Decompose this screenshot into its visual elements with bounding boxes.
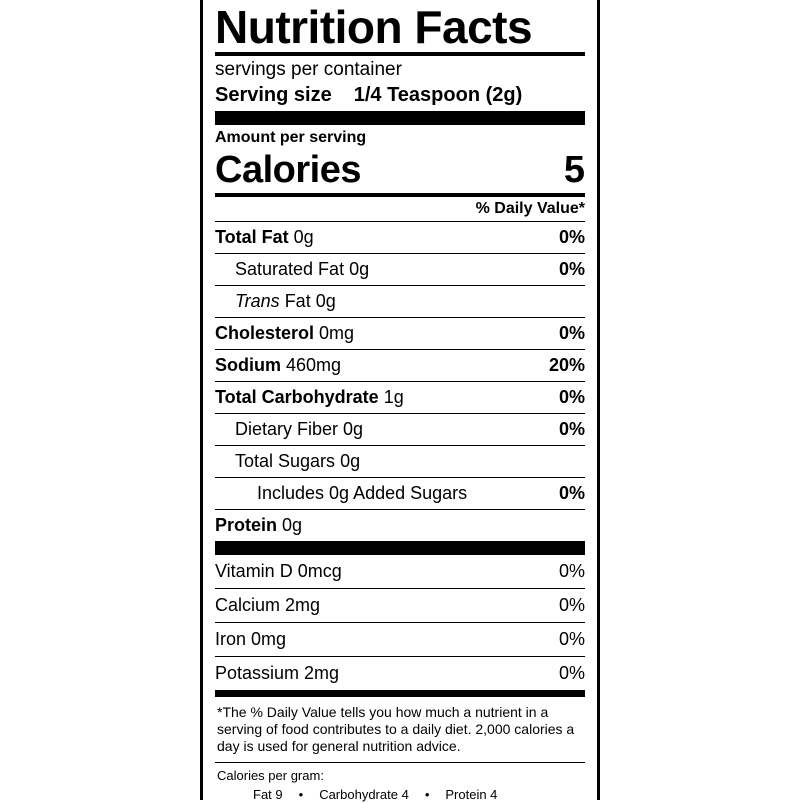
nutrient-name	[235, 419, 363, 440]
nutrient-amount: 0g	[335, 451, 361, 471]
heavy-divider-top	[215, 111, 585, 125]
serving-size-label: Serving size	[215, 84, 332, 106]
nutrient-name-text: Saturated Fat	[235, 259, 345, 279]
nutrient-row	[215, 382, 585, 413]
daily-value-footnote: *The % Daily Value tells you how much a nutrient in a serving of food contributes to a daily diet. 2,000 calories a day is used for general nutrition advice.	[217, 704, 575, 754]
nutrient-name-text: Trans	[235, 291, 280, 311]
nutrient-percent: 0%	[558, 259, 585, 279]
nutrient-amount: 460mg	[281, 355, 342, 375]
footnote-divider	[215, 690, 585, 697]
nutrient-name	[235, 451, 360, 472]
vitamin-row	[215, 623, 585, 656]
nutrient-name	[235, 259, 369, 280]
nutrient-row	[215, 254, 585, 285]
vitamin-row	[215, 657, 585, 690]
nutrient-amount: 0g	[288, 227, 314, 247]
nutrient-name-text: Protein	[215, 515, 278, 535]
nutrient-name	[215, 387, 404, 408]
calories-label: Calories	[215, 149, 361, 191]
vitamin-name: Calcium 2mg	[215, 595, 321, 615]
vitamin-name: Iron 0mg	[215, 629, 287, 649]
nutrient-name	[257, 483, 467, 504]
nutrition-facts-panel	[200, 0, 600, 800]
nutrient-amount: 0g	[277, 515, 303, 535]
nutrient-list	[215, 222, 585, 541]
nutrient-row	[215, 414, 585, 445]
nutrient-row	[215, 318, 585, 349]
calories-per-gram-label: Calories per gram:	[217, 768, 324, 783]
nutrient-percent: 0%	[558, 323, 585, 343]
nutrient-name	[215, 227, 314, 248]
calories-per-gram-values	[215, 786, 585, 803]
vitamin-row	[215, 589, 585, 622]
nutrient-percent: 0%	[558, 419, 585, 439]
calories-per-gram-item: Protein 4	[445, 787, 498, 802]
serving-size-value: 1/4 Teaspoon (2g)	[353, 84, 523, 106]
nutrient-name-text: Cholesterol	[215, 323, 315, 343]
nutrient-row	[215, 222, 585, 253]
calories-per-gram-item: Carbohydrate 4	[319, 787, 409, 802]
vitamin-percent: 0%	[558, 595, 585, 615]
serving-size-row	[215, 82, 585, 111]
bullet-separator-icon: •	[298, 787, 304, 802]
vitamin-percent: 0%	[558, 663, 585, 683]
nutrient-name-text: Includes 0g Added Sugars	[257, 483, 468, 503]
nutrient-name-text: Total Sugars	[235, 451, 336, 471]
vitamin-name: Vitamin D 0mcg	[215, 561, 342, 581]
nutrient-name	[235, 291, 336, 312]
calories-per-gram-item: Fat 9	[253, 787, 283, 802]
heavy-divider-bottom	[215, 541, 585, 555]
nutrient-amount: 0g	[338, 419, 364, 439]
nutrient-name	[215, 515, 302, 536]
nutrient-name	[215, 323, 354, 344]
vitamin-percent: 0%	[558, 561, 585, 581]
calories-value: 5	[563, 149, 585, 191]
nutrient-row	[215, 446, 585, 477]
nutrient-amount: 1g	[378, 387, 404, 407]
vitamin-percent: 0%	[558, 629, 585, 649]
nutrient-amount: 0g	[344, 259, 370, 279]
nutrient-percent: 0%	[558, 227, 585, 247]
nutrient-amount: Fat 0g	[279, 291, 336, 311]
nutrient-name-text: Total Fat	[215, 227, 289, 247]
nutrient-percent: 0%	[558, 387, 585, 407]
nutrient-row	[215, 350, 585, 381]
nutrient-name-text: Dietary Fiber	[235, 419, 339, 439]
nutrient-row	[215, 510, 585, 541]
daily-value-header: % Daily Value*	[475, 200, 585, 217]
nutrient-percent: 0%	[558, 483, 585, 503]
amount-per-serving: Amount per serving	[215, 129, 367, 146]
nutrient-name	[215, 355, 341, 376]
calories-row	[215, 149, 585, 193]
nutrient-amount: 0mg	[314, 323, 355, 343]
vitamin-name: Potassium 2mg	[215, 663, 340, 683]
vitamin-list	[215, 555, 585, 690]
nutrient-name-text: Sodium	[215, 355, 281, 375]
nutrient-name-text: Total Carbohydrate	[215, 387, 379, 407]
panel-title: Nutrition Facts	[215, 1, 533, 53]
vitamin-row	[215, 555, 585, 588]
servings-per-container: servings per container	[215, 59, 402, 80]
nutrient-percent: 20%	[548, 355, 585, 375]
nutrient-row	[215, 286, 585, 317]
bullet-separator-icon: •	[424, 787, 430, 802]
nutrient-row	[215, 478, 585, 509]
